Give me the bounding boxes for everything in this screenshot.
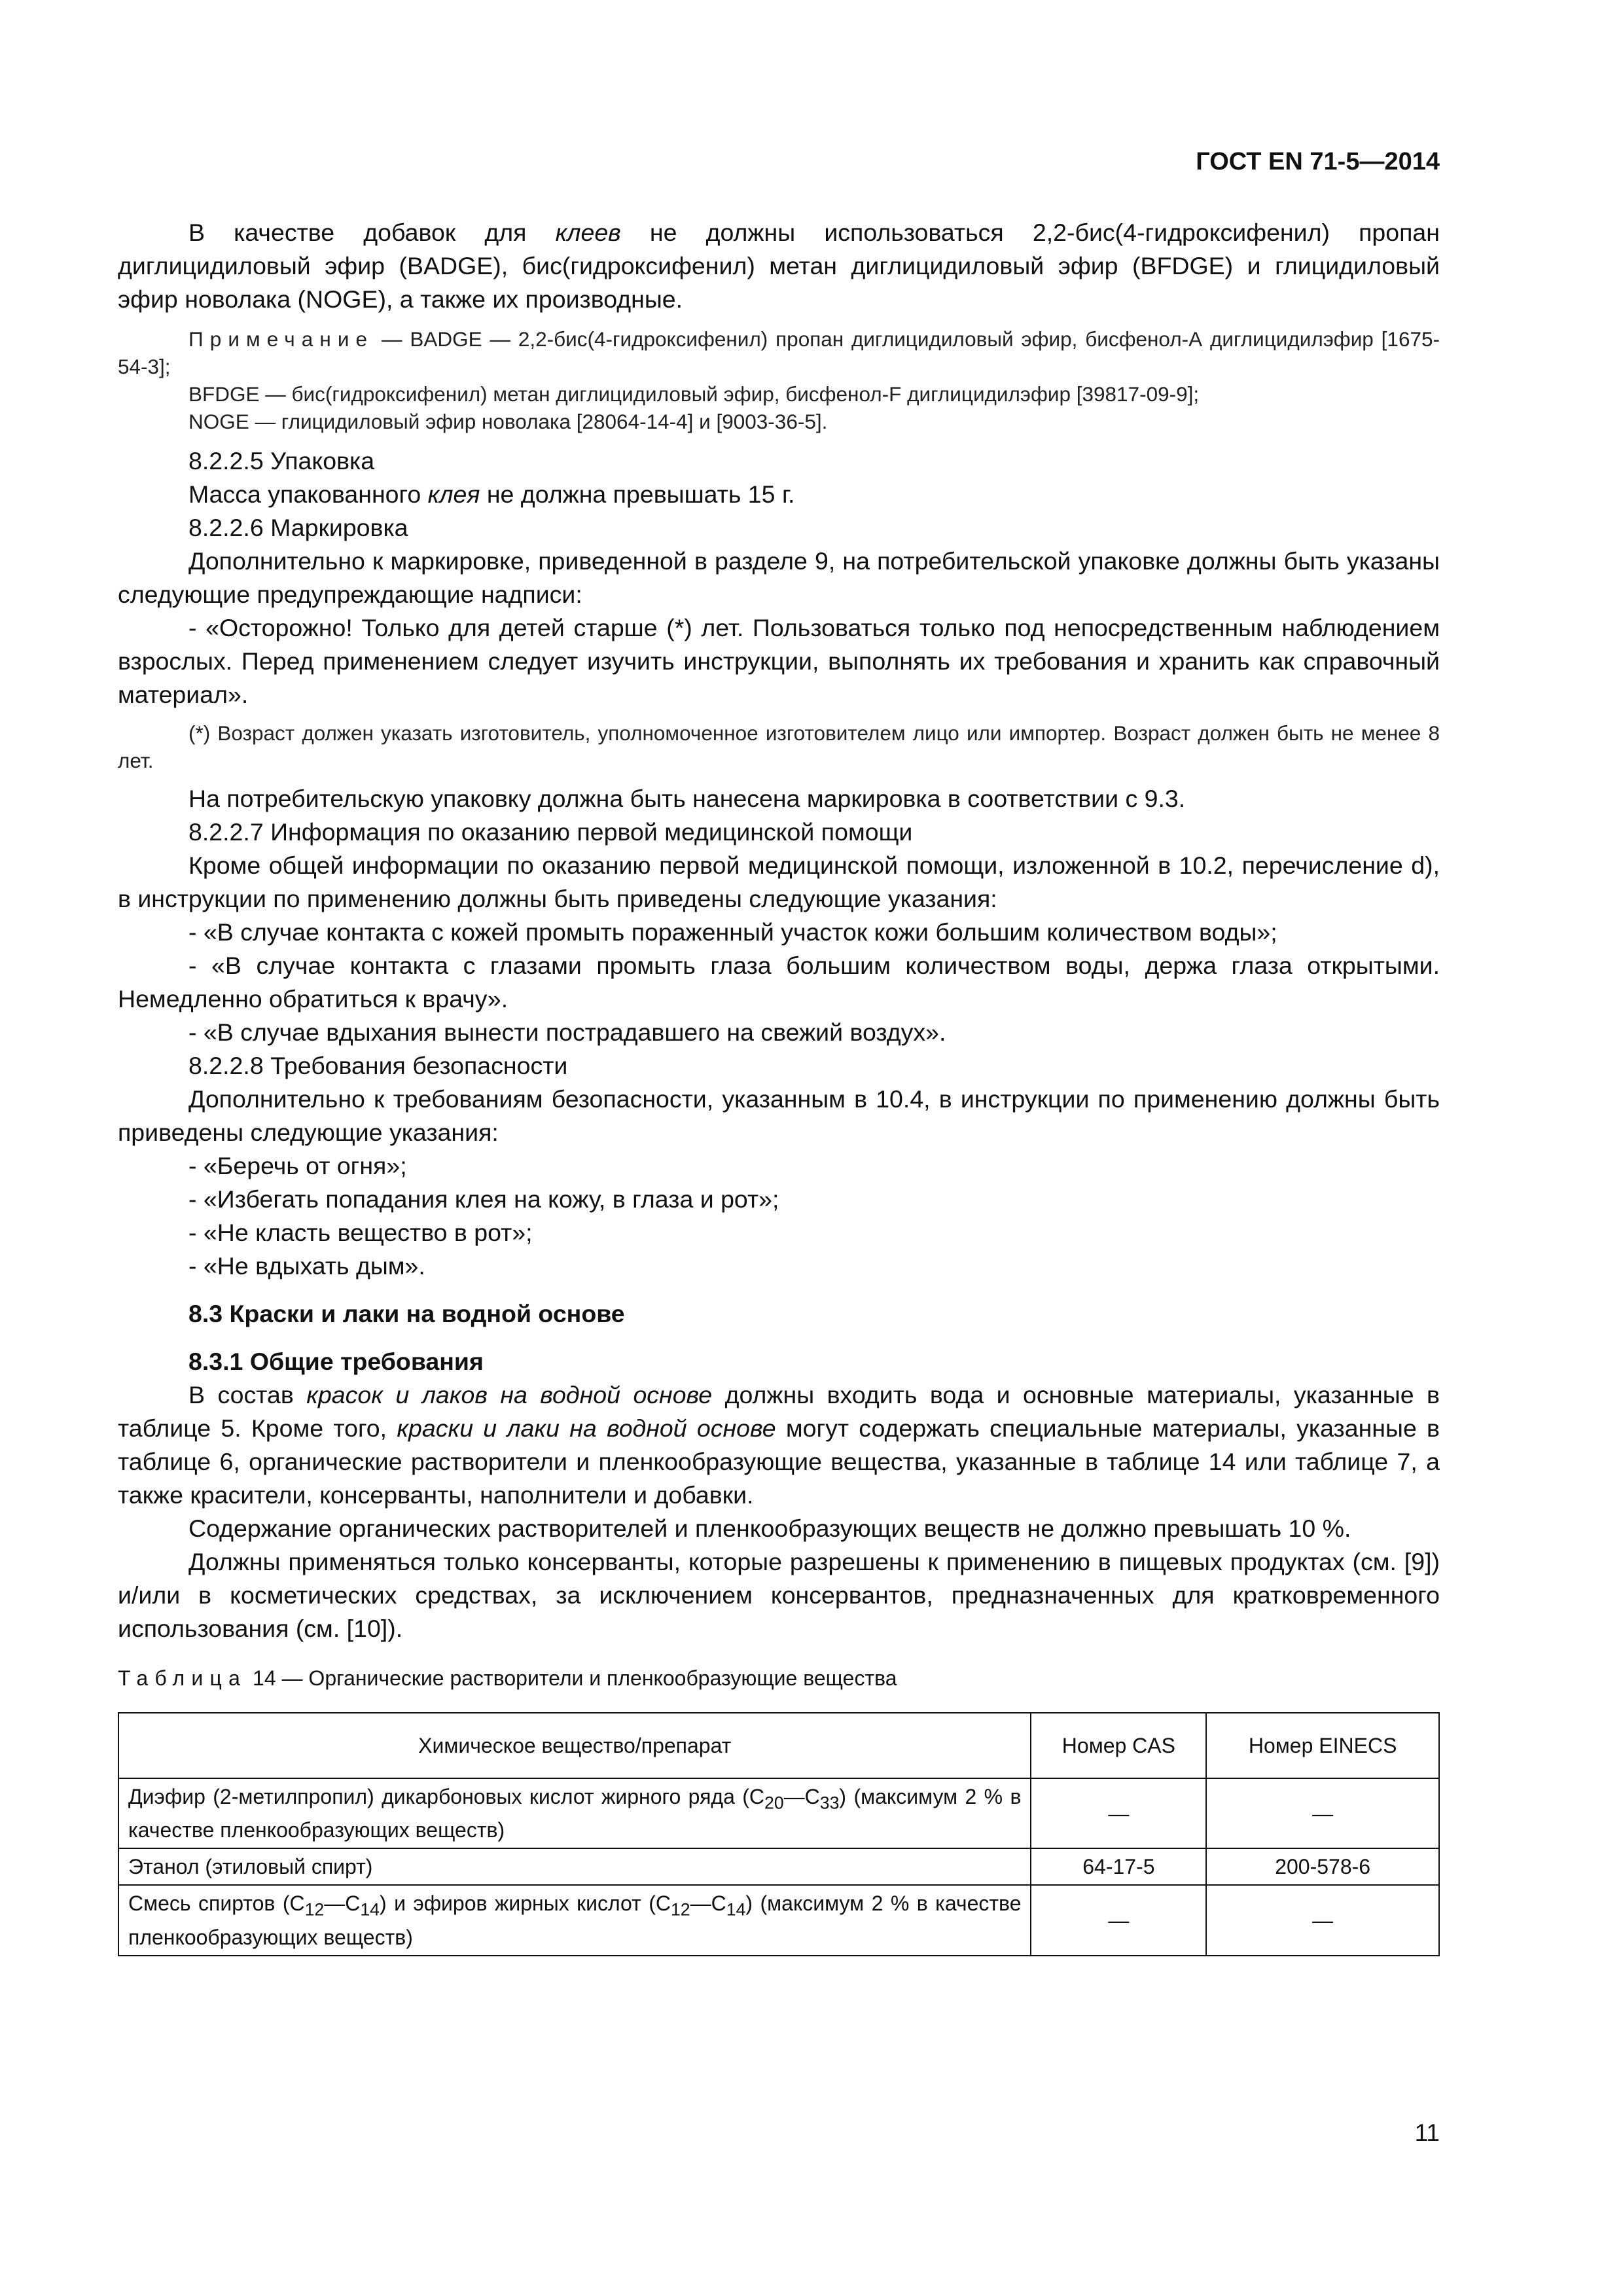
page-content	[118, 0, 1440, 1956]
note-text: — BADGE — 2,2-бис(4-гидроксифенил) пропан диглицидиловый эфир, бисфенол-А диглицидилэфир [1675-54-3];	[118, 327, 1440, 378]
note-label: Примечание	[188, 327, 374, 351]
section-831-title: 8.3.1 Общие требования	[188, 1348, 484, 1375]
paragraph-preservatives: Должны применяться только консерванты, которые разрешены к применению в пищевых продуктах (см. [9]) и/или в косметических средствах, за исключением консервантов, предназначенных для кратковременного использования (см. [10]).	[118, 1548, 1440, 1642]
cell-substance: Смесь спиртов $(C_{12}—C_{14})$ и эфиров жирных кислот $(C_{12}—C_{14})$ (максимум 2 % в качестве пленкообразующих веществ)	[118, 1885, 1031, 1955]
cell-cas: 64-17-5	[1031, 1848, 1206, 1885]
table-row	[118, 1885, 1439, 1955]
paragraph-marking: Дополнительно к маркировке, приведенной в разделе 9, на потребительской упаковке должны быть указаны следующие предупреждающие надписи:	[118, 547, 1440, 608]
header-cas: Номер CAS	[1031, 1713, 1206, 1778]
page-number: 11	[1414, 2119, 1440, 2146]
note-line-noge: NOGE — глицидиловый эфир новолака [28064-14-4] и [9003-36-5].	[188, 410, 828, 433]
cell-cas: —	[1031, 1778, 1206, 1848]
list-item-first-aid-skin: - «В случае контакта с кожей промыть пораженный участок кожи большим количеством воды»;	[188, 918, 1277, 946]
cell-einecs: —	[1206, 1885, 1439, 1955]
note-block	[118, 325, 1440, 435]
table-header-row	[118, 1713, 1439, 1778]
document-code-header: ГОСТ EN 71-5—2014	[1196, 148, 1440, 175]
table-row	[118, 1778, 1439, 1848]
table-14	[118, 1712, 1440, 1956]
paragraph-first-aid: Кроме общей информации по оказанию первой медицинской помощи, изложенной в 10.2, перечисление d), в инструкции по применению должны быть приведены следующие указания:	[118, 852, 1440, 912]
section-8228-title: 8.2.2.8 Требования безопасности	[188, 1052, 568, 1079]
paragraph-marking-93: На потребительскую упаковку должна быть нанесена маркировка в соответствии с 9.3.	[188, 785, 1186, 812]
header-einecs: Номер EINECS	[1206, 1713, 1439, 1778]
section-8225-title: 8.2.2.5 Упаковка	[188, 447, 375, 475]
cell-substance: Диэфир (2-метилпропил) дикарбоновых кислот жирного ряда $(C_{20}—C_{33})$ (максимум 2 % в качестве пленкообразующих веществ)	[118, 1778, 1031, 1848]
paragraph-adhesive-additives: В качестве добавок для клеев не должны использоваться 2,2-бис(4-гидроксифенил) пропан диглицидиловый эфир (BADGE), бис(гидроксифенил) метан диглицидиловый эфир (BFDGE) и глицидиловый эфир новолака (NOGE), а также их производные.	[118, 219, 1440, 313]
table-row	[118, 1848, 1439, 1885]
paragraph-warning: - «Осторожно! Только для детей старше (*) лет. Пользоваться только под непосредственным наблюдением взрослых. Перед применением следует изучить инструкции, выполнять их требования и хранить как справочный материал».	[118, 614, 1440, 708]
section-8226-title: 8.2.2.6 Маркировка	[188, 514, 408, 541]
header-substance: Химическое вещество/препарат	[118, 1713, 1031, 1778]
note-line-bfdge: BFDGE — бис(гидроксифенил) метан диглицидиловый эфир, бисфенол-F диглицидилэфир [39817-09-9];	[188, 382, 1200, 406]
paragraph-safety: Дополнительно к требованиям безопасности, указанным в 10.4, в инструкции по применению должны быть приведены следующие указания:	[118, 1085, 1440, 1146]
paragraph-composition: В состав красок и лаков на водной основе должны входить вода и основные материалы, указанные в таблице 5. Кроме того, краски и лаки на водной основе могут содержать специальные материалы, указанные в таблице 6, органические растворители и пленкообразующие вещества, указанные в таблице 14 или таблице 7, а также красители, консерванты, наполнители и добавки.	[118, 1381, 1440, 1509]
section-8227-title: 8.2.2.7 Информация по оказанию первой медицинской помощи	[188, 818, 913, 846]
list-item-safety-mouth: - «Не класть вещество в рот»;	[188, 1219, 533, 1246]
cell-cas: —	[1031, 1885, 1206, 1955]
list-item-safety-fire: - «Беречь от огня»;	[188, 1152, 407, 1179]
list-item-first-aid-inhale: - «В случае вдыхания вынести пострадавшего на свежий воздух».	[188, 1018, 946, 1046]
paragraph-package-mass: Масса упакованного клея не должна превышать 15 г.	[188, 480, 795, 508]
cell-einecs: —	[1206, 1778, 1439, 1848]
table-caption: Таблица 14 — Органические растворители и пленкообразующие вещества	[118, 1666, 897, 1690]
list-item-first-aid-eyes: - «В случае контакта с глазами промыть глаза большим количеством воды, держа глаза открытыми. Немедленно обратиться к врачу».	[118, 952, 1440, 1013]
paragraph-solvent-content: Содержание органических растворителей и пленкообразующих веществ не должно превышать 10 %.	[188, 1515, 1351, 1542]
cell-substance: Этанол (этиловый спирт)	[118, 1848, 1031, 1885]
list-item-safety-skin: - «Избегать попадания клея на кожу, в глаза и рот»;	[188, 1185, 779, 1213]
list-item-safety-smoke: - «Не вдыхать дым».	[188, 1252, 425, 1280]
section-83-title: 8.3 Краски и лаки на водной основе	[188, 1300, 625, 1327]
footnote-age: (*) Возраст должен указать изготовитель, уполномоченное изготовителем лицо или импортер. Возраст должен быть не менее 8 лет.	[118, 721, 1440, 772]
cell-einecs: 200-578-6	[1206, 1848, 1439, 1885]
